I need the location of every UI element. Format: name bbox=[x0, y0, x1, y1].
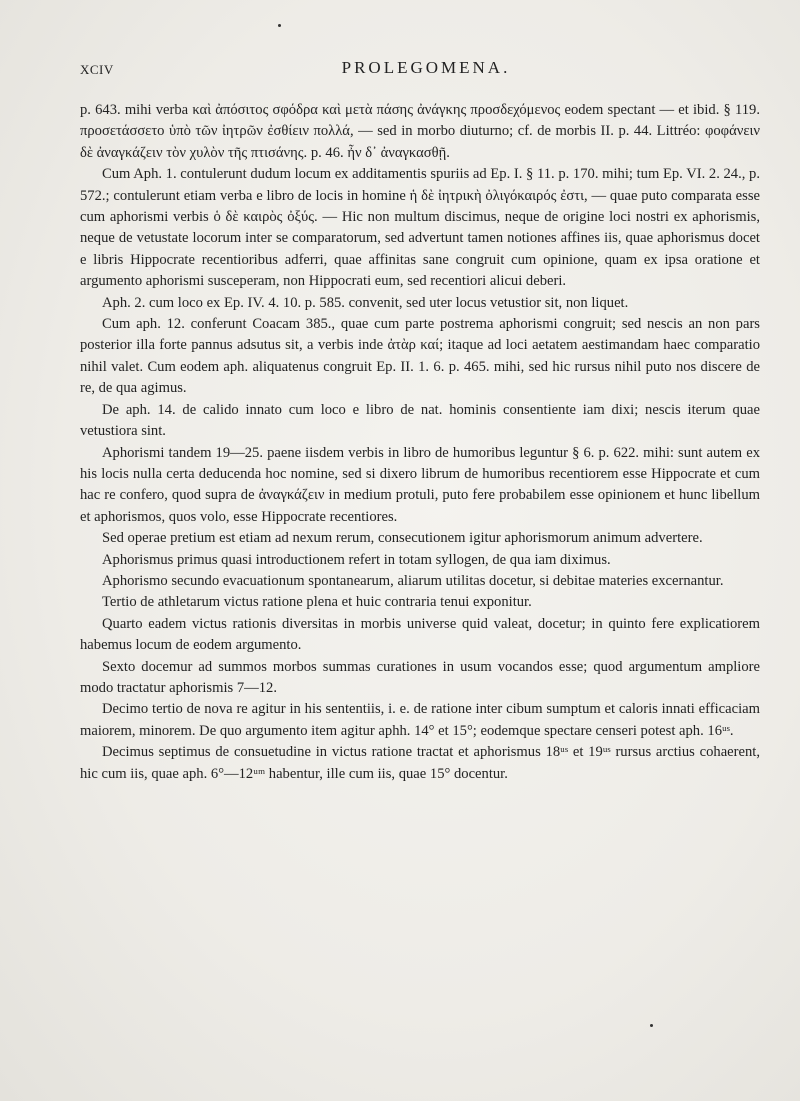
paragraph: Aph. 2. cum loco ex Ep. IV. 4. 10. p. 585. convenit, sed uter locus vetustior sit, non liquet. bbox=[102, 294, 629, 311]
page-header bbox=[80, 58, 742, 84]
paragraph: Tertio de athletarum victus ratione plena et huic contraria tenui exponitur. bbox=[102, 594, 532, 611]
paragraph-continued: p. 643. mihi verba καὶ ἀπόσιτος σφόδρα καὶ μετὰ πάσης ἀνάγκης προσδεχόμενος eodem spectant — et ibid. § 119. προσετάσσετο ὑπὸ τῶν ἰητρῶν ἐσθίειν πολλά, — sed in morbo diuturno; cf. de morbis II. p. 44. Littréo: φοφάνειν δὲ ἀναγκάζειν τὸν χυλὸν τῆς πτισάνης. p. 46. ἦν δ᾽ ἀναγκασθῇ. bbox=[80, 102, 760, 161]
paragraph: Cum aph. 12. conferunt Coacam 385., quae cum parte postrema aphorismi congruit; sed nescis an non pars posterior illa forte pannus adsutus sit, a verbis inde ἀτὰρ καί; itaque ad loci aetatem aestimandam haec comparatio nihil valet. Cum eodem aph. aliquatenus congruit Ep. II. 1. 6. p. 465. mihi, sed hic rursus nihil puto nos discere de re, de qua agimus. bbox=[80, 316, 760, 397]
paragraph: Aphorismus primus quasi introductionem refert in totam syllogen, de qua iam diximus. bbox=[102, 551, 611, 568]
body-text bbox=[80, 100, 760, 785]
paragraph: Aphorismi tandem 19—25. paene iisdem verbis in libro de humoribus leguntur § 6. p. 622. mihi: sunt autem ex his locis nulla certa deducenda hoc nomine, sed si dixero librum de humoribus recentiorem esse Hippocrate et cum hac re confero, quod supra de ἀναγκάζειν in medium protuli, puto fere probabilem esse opinionem et hunc libellum et aphorismos, quos volo, esse Hippocrate recentiores. bbox=[80, 444, 760, 525]
paragraph: Sed operae pretium est etiam ad nexum rerum, consecutionem igitur aphorismorum animum advertere. bbox=[102, 530, 703, 547]
paragraph: De aph. 14. de calido innato cum loco e libro de nat. hominis consentiente iam dixi; nescis iterum quae vetustiora sint. bbox=[80, 401, 760, 440]
paragraph: Sexto docemur ad summos morbos summas curationes in usum vocandos esse; quod argumentum ampliore modo tractatur aphorismis 7—12. bbox=[80, 658, 760, 696]
paragraph: Quarto eadem victus rationis diversitas in morbis universe quid valeat, docetur; in quinto fere explicatiorem habemus locum de eodem argumento. bbox=[80, 615, 760, 654]
paragraph: Decimus septimus de consuetudine in victus ratione tractat et aphorismus 18ᵘˢ et 19ᵘˢ rursus arctius cohaerent, hic cum iis, quae aph. 6°—12ᵘᵐ habentur, ille cum iis, quae 15° docentur. bbox=[80, 744, 760, 782]
print-speck bbox=[650, 1024, 653, 1027]
print-speck bbox=[278, 24, 281, 27]
running-title: PROLEGOMENA. bbox=[341, 58, 511, 77]
paragraph: Cum Aph. 1. contulerunt dudum locum ex additamentis spuriis ad Ep. I. § 11. p. 170. mihi; tum Ep. VI. 2. 24., p. 572.; contulerunt etiam verba e libro de locis in homine ἡ δὲ ἰητρικὴ ὀλιγόκαιρός ἐστι, — quae puto comparata esse cum aphorismi verbis ὁ δὲ καιρὸς ὀξύς. — Hic non multum discimus, neque de origine loci nostri ex aphorismis, neque de vetustate locorum inter se comparatorum, sed advertunt tamen notiones affines iis, quae aphorismus docet e libris Hippocrate recentioribus adferri, quae affinitas sane congruit cum opinione, quam ex ipsa oratione et argumento aphorismi susceperam, non Hippocrati eum, sed recentiori alicui deberi. bbox=[80, 166, 760, 290]
paragraph: Decimo tertio de nova re agitur in his sententiis, i. e. de ratione inter cibum sumptum et caloris innati efficaciam maiorem, minorem. De quo argumento item agitur aphh. 14° et 15°; eodemque spectare censeri potest aph. 16ᵘˢ. bbox=[80, 701, 760, 739]
folio-number: XCIV bbox=[80, 62, 114, 77]
paragraph: Aphorismo secundo evacuationum spontanearum, aliarum utilitas docetur, si debitae materies excernantur. bbox=[102, 572, 724, 589]
